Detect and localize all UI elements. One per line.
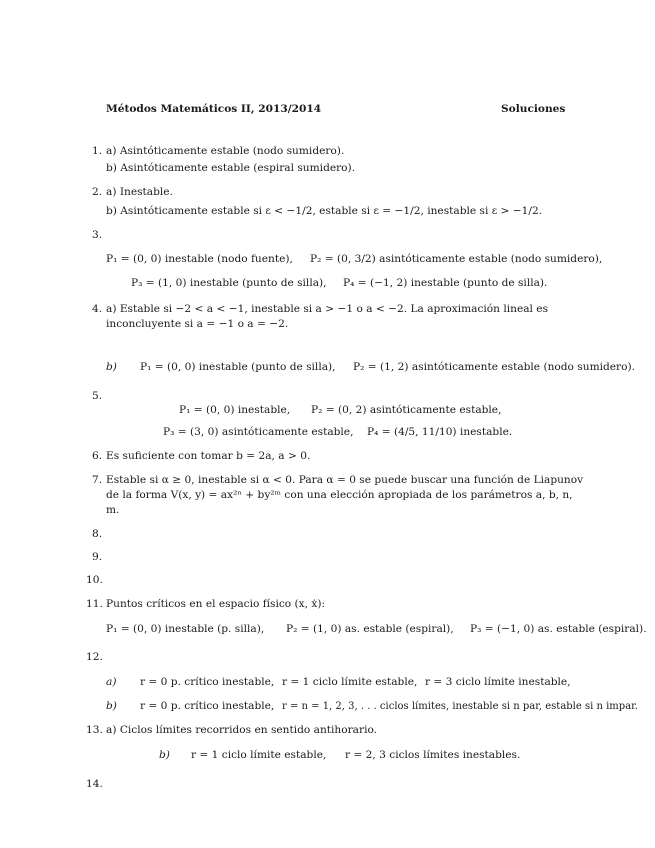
item-7-line3: m. [106, 504, 120, 516]
item-14-number: 14. [86, 778, 103, 790]
item-5-p2: P₂ = (0, 2) asintóticamente estable, [311, 404, 502, 416]
item-13-number: 13. [86, 724, 103, 736]
item-12-b-1: r = 0 p. crítico inestable, [140, 700, 275, 712]
item-3-p2: P₂ = (0, 3/2) asintóticamente estable (nodo sumidero), [310, 253, 603, 265]
item-4-b-p2: P₂ = (1, 2) asintóticamente estable (nodo sumidero). [353, 361, 635, 373]
item-7-number: 7. [92, 474, 103, 486]
item-8-number: 8. [92, 528, 103, 540]
page-title: Métodos Matemáticos II, 2013/2014 [106, 103, 322, 115]
item-11-p3: P₃ = (−1, 0) as. estable (espiral). [470, 623, 647, 635]
item-6-text: Es suficiente con tomar b = 2a, a > 0. [106, 450, 311, 462]
item-3-number: 3. [92, 229, 103, 241]
item-1-number: 1. [92, 145, 103, 157]
item-12-b-label: b) [106, 700, 117, 712]
item-11-text: Puntos críticos en el espacio físico (x, ẋ): [106, 598, 326, 610]
item-5-p3: P₃ = (3, 0) asintóticamente estable, [163, 426, 354, 438]
item-11-p1: P₁ = (0, 0) inestable (p. silla), [106, 623, 265, 635]
item-5-p1: P₁ = (0, 0) inestable, [179, 404, 291, 416]
item-1-a: a) Asintóticamente estable (nodo sumidero). [106, 145, 345, 157]
item-4-b-label: b) [106, 361, 117, 373]
item-4-a-line2: inconcluyente si a = −1 o a = −2. [106, 318, 289, 330]
item-5-p4: P₄ = (4/5, 11/10) inestable. [367, 426, 513, 438]
item-12-a-3: r = 3 ciclo límite inestable, [425, 676, 571, 688]
item-2-a: a) Inestable. [106, 186, 173, 198]
item-6-number: 6. [92, 450, 103, 462]
item-11-number: 11. [86, 598, 103, 610]
item-3-p1: P₁ = (0, 0) inestable (nodo fuente), [106, 253, 293, 265]
item-13-a: a) Ciclos límites recorridos en sentido antihorario. [106, 724, 378, 736]
item-7-line2: de la forma V(x, y) = ax²ⁿ + by²ᵐ con una elección apropiada de los parámetros a, b, n, [106, 489, 573, 501]
item-3-p4: P₄ = (−1, 2) inestable (punto de silla). [343, 277, 548, 289]
item-12-number: 12. [86, 651, 103, 663]
item-13-b-2: r = 2, 3 ciclos límites inestables. [345, 749, 521, 761]
item-2-b: b) Asintóticamente estable si ε < −1/2, estable si ε = −1/2, inestable si ε > −1/2. [106, 205, 543, 217]
item-12-a-label: a) [106, 676, 117, 688]
item-12-a-1: r = 0 p. crítico inestable, [140, 676, 275, 688]
item-4-b-p1: P₁ = (0, 0) inestable (punto de silla), [140, 361, 336, 373]
item-12-b-2: r = n = 1, 2, 3, . . . ciclos límites, inestable si n par, estable si n impar. [282, 701, 639, 712]
item-1-b: b) Asintóticamente estable (espiral sumidero). [106, 162, 356, 174]
item-5-number: 5. [92, 390, 103, 402]
item-3-p3: P₃ = (1, 0) inestable (punto de silla), [131, 277, 327, 289]
item-12-a-2: r = 1 ciclo límite estable, [282, 676, 418, 688]
item-4-a-line1: a) Estable si −2 < a < −1, inestable si a > −1 o a < −2. La aproximación lineal es [106, 303, 549, 315]
item-2-number: 2. [92, 186, 103, 198]
item-9-number: 9. [92, 551, 103, 563]
header-right-label: Soluciones [501, 103, 566, 115]
item-10-number: 10. [86, 574, 103, 586]
item-7-line1: Estable si α ≥ 0, inestable si α < 0. Para α = 0 se puede buscar una función de Liapunov [106, 474, 584, 486]
item-11-p2: P₂ = (1, 0) as. estable (espiral), [286, 623, 454, 635]
item-13-b-label: b) [159, 749, 170, 761]
item-13-b-1: r = 1 ciclo límite estable, [191, 749, 327, 761]
item-4-number: 4. [92, 303, 103, 315]
